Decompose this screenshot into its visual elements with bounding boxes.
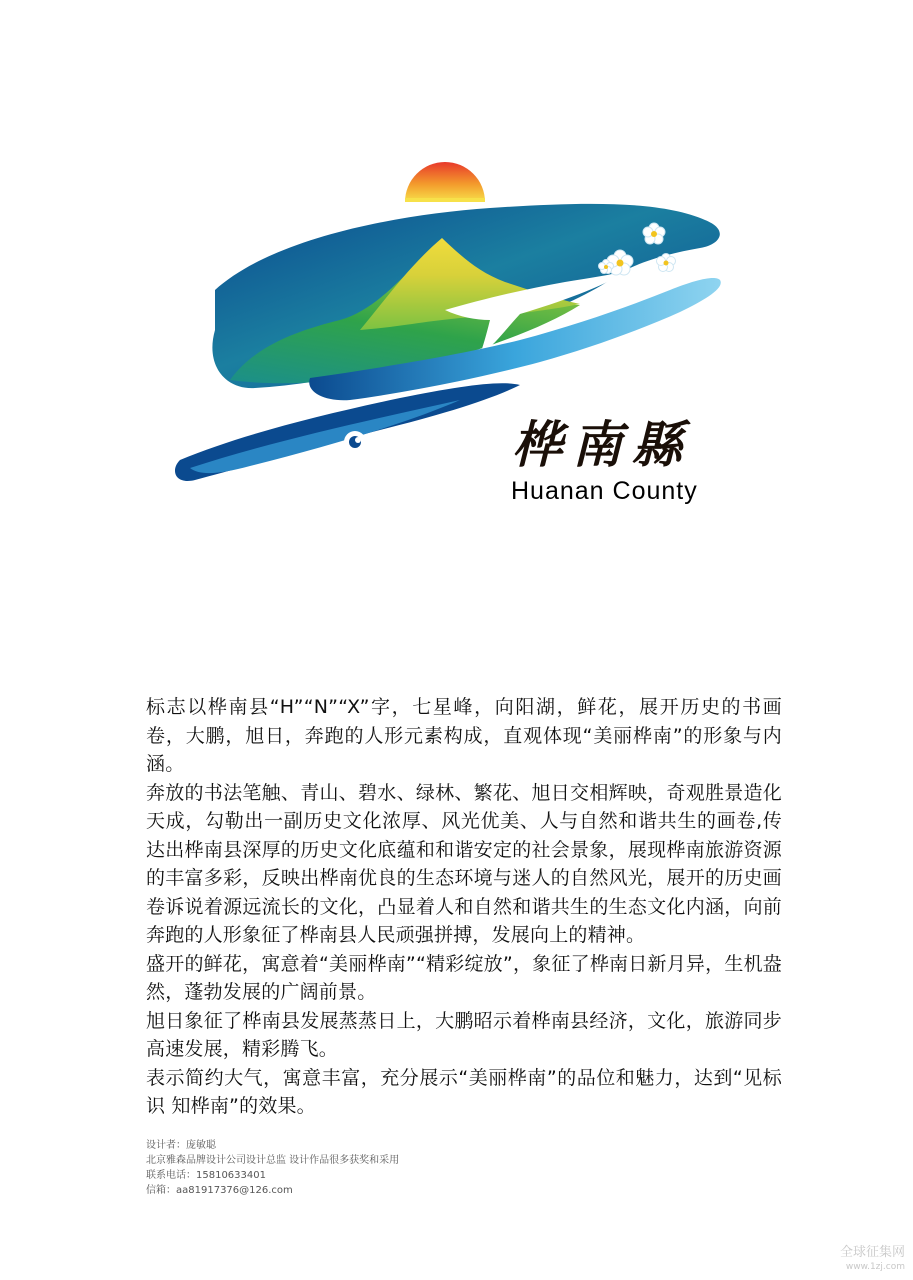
designer-credits bbox=[146, 1138, 399, 1198]
designer-phone: 联系电话：15810633401 bbox=[146, 1170, 266, 1181]
logo-chinese-name: 桦南縣 bbox=[512, 415, 692, 474]
description-paragraph: 盛开的鲜花，寓意着“美丽桦南”“精彩绽放”，象征了桦南日新月异，生机盎然，蓬勃发展的广阔前景。 bbox=[146, 952, 782, 1003]
description-paragraph: 表示简约大气，寓意丰富，充分展示“美丽桦南”的品位和魅力，达到“见标识 知桦南”的效果。 bbox=[146, 1066, 782, 1117]
sun-icon bbox=[405, 162, 485, 202]
description-paragraph: 标志以桦南县“H”“N”“X”字，七星峰，向阳湖，鲜花，展开历史的书画卷，大鹏，旭日，奔跑的人形元素构成，直观体现“美丽桦南”的形象与内涵。 bbox=[146, 696, 782, 775]
logo-english-name: Huanan County bbox=[511, 477, 698, 505]
designer-company: 北京雅森品牌设计公司设计总监 设计作品很多获奖和采用 bbox=[146, 1155, 400, 1166]
watermark bbox=[840, 1246, 905, 1274]
watermark-url: www.1zj.com bbox=[845, 1262, 905, 1272]
designer-email: 信箱：aa81917376@126.com bbox=[146, 1185, 293, 1196]
watermark-text: 全球征集网 bbox=[839, 1245, 905, 1260]
description-paragraph: 奔放的书法笔触、青山、碧水、绿林、繁花、旭日交相辉映，奇观胜景造化天成，勾勒出一副历史文化浓厚、风光优美、人与自然和谐共生的画卷,传达出桦南县深厚的历史文化底蕴和和谐安定的社会景象，展现桦南旅游资源的丰富多彩，反映出桦南优良的生态环境与迷人的自然风光，展开的历史画卷诉说着源远流长的文化，凸显着人和自然和谐共生的生态文化内涵，向前奔跑的人形象征了桦南县人民顽强拼搏，发展向上的精神。 bbox=[146, 781, 782, 946]
logo-description bbox=[146, 693, 782, 1121]
designer-name: 设计者：庞敏聪 bbox=[146, 1140, 216, 1151]
description-paragraph: 旭日象征了桦南县发展蒸蒸日上，大鹏昭示着桦南县经济，文化，旅游同步高速发展，精彩腾飞。 bbox=[146, 1009, 782, 1060]
